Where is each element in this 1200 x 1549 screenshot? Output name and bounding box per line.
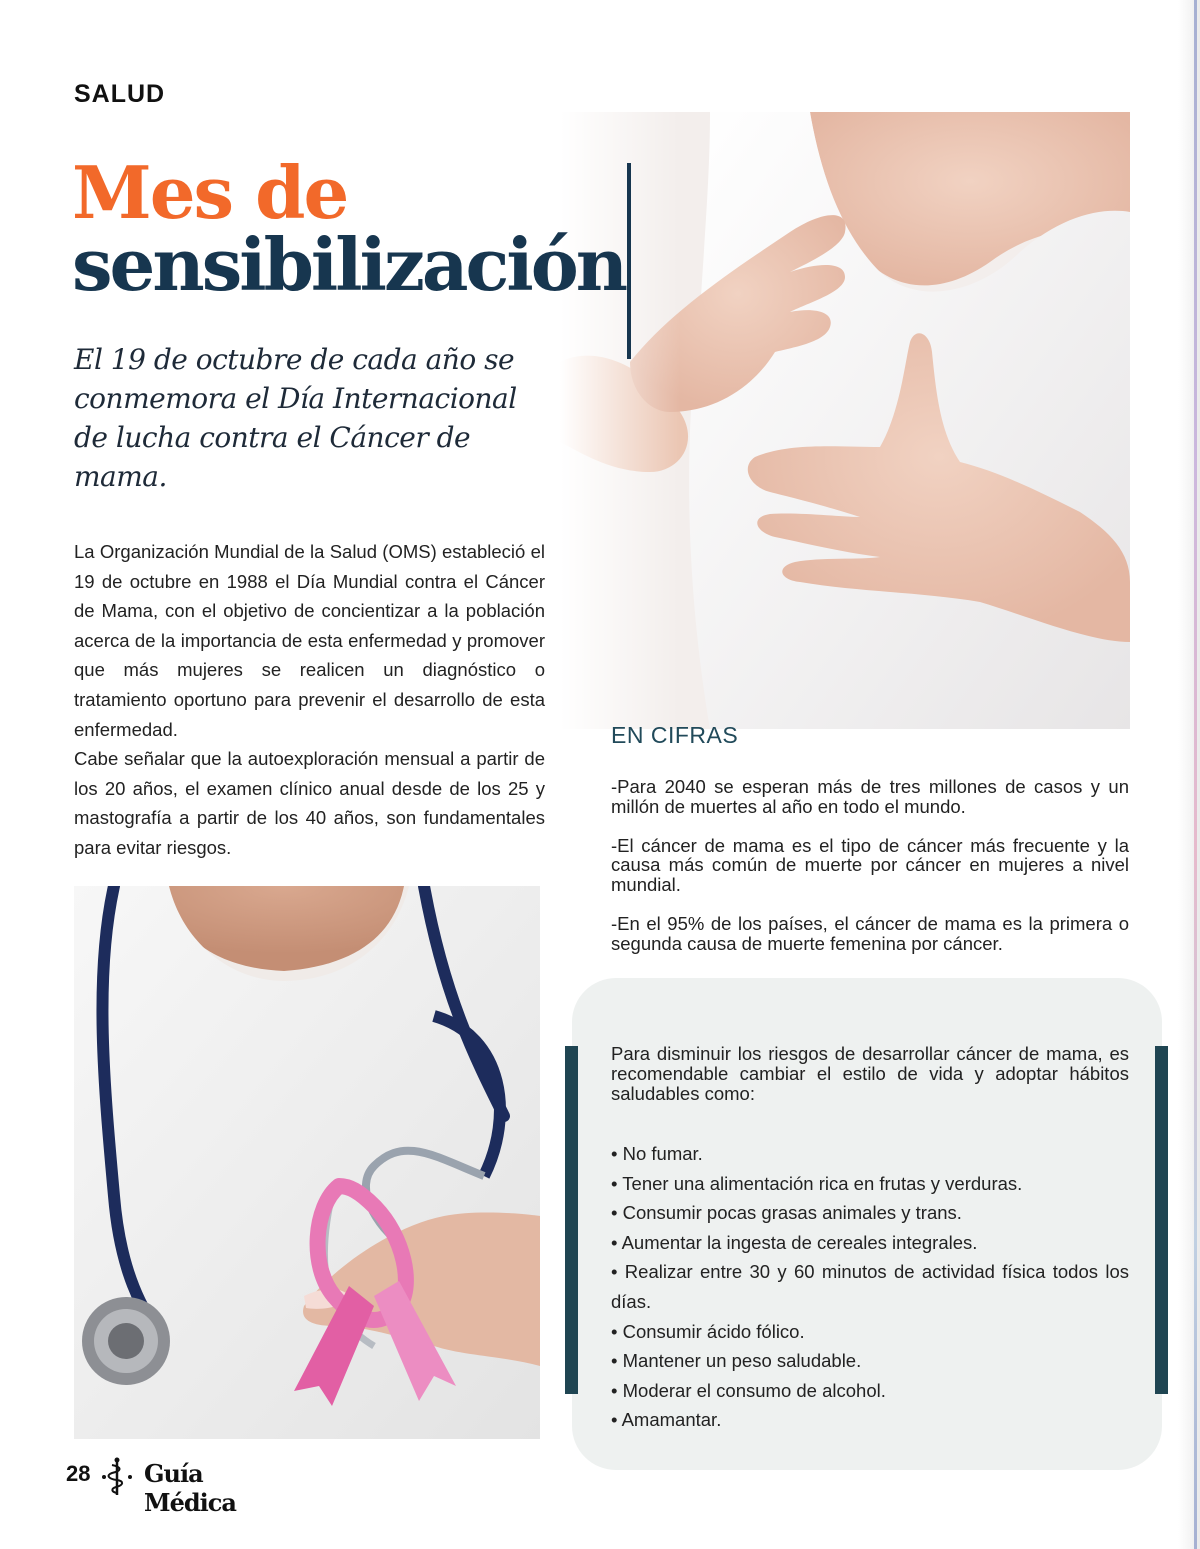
tip-item: • Aumentar la ingesta de cereales integrales. [611, 1231, 978, 1253]
title-line-2: sensibilización [72, 222, 626, 307]
page-number: 28 [66, 1461, 91, 1486]
tip-item: • Consumir ácido fólico. [611, 1320, 805, 1342]
title-line-1: Mes de [72, 150, 348, 235]
cifras-item: -En el 95% de los países, el cáncer de mama es la primera o segunda causa de muerte femenina por cáncer. [611, 912, 1129, 954]
title-divider [627, 163, 631, 359]
tips-intro: Para disminuir los riesgos de desarrollar cáncer de mama, es recomendable cambiar el estilo de vida y adoptar hábitos saludables como: [611, 1043, 1129, 1104]
self-exam-photo [560, 112, 1130, 729]
tip-item: • Amamantar. [611, 1409, 722, 1431]
cifras-list [611, 777, 1129, 973]
cifras-item: -Para 2040 se esperan más de tres millones de casos y un millón de muertes al año en todo el mundo. [611, 776, 1129, 817]
tips-box-right-bar [1155, 1046, 1168, 1394]
tip-item: • No fumar. [611, 1143, 703, 1164]
body-paragraph: Cabe señalar que la autoexploración mensual a partir de los 20 años, el examen clínico anual desde de los 25 y mastografía a partir de los 40 años, son fundamentales para evitar riesgos. [74, 748, 545, 858]
lead-paragraph: El 19 de octubre de cada año se conmemora el Día Internacional de lucha contra el Cáncer de mama. [74, 343, 517, 493]
doctor-ribbon-illustration [74, 886, 540, 1439]
caduceus-icon [102, 1457, 132, 1497]
cifras-heading: EN CIFRAS [611, 722, 739, 748]
doctor-ribbon-photo [74, 886, 540, 1439]
tips-list [611, 1139, 1129, 1435]
page-edge-line [1194, 0, 1197, 1549]
cifras-item: -El cáncer de mama es el tipo de cáncer más frecuente y la causa más común de muerte por cáncer en mujeres a nivel mundial. [611, 834, 1129, 896]
body-text [74, 537, 545, 863]
body-paragraph: La Organización Mundial de la Salud (OMS) estableció el 19 de octubre en 1988 el Día Mundial contra el Cáncer de Mama, con el objetivo de concientizar a la población acerca de la importancia de esta enfermedad y promover que más mujeres se realicen un diagnóstico o tratamiento oportuno para prevenir el desarrollo de esta enfermedad. [74, 541, 545, 740]
tip-item: • Mantener un peso saludable. [611, 1350, 862, 1372]
tip-item: • Consumir pocas grasas animales y trans. [611, 1202, 962, 1224]
tip-item: • Tener una alimentación rica en frutas y verduras. [611, 1172, 1023, 1194]
self-exam-illustration [560, 112, 1130, 729]
section-label: SALUD [74, 80, 166, 108]
tip-item: • Realizar entre 30 y 60 minutos de actividad física todos los días. [611, 1261, 1129, 1312]
brand-name: Guía Médica [144, 1459, 236, 1517]
tip-item: • Moderar el consumo de alcohol. [611, 1379, 886, 1401]
tips-box-left-bar [565, 1046, 578, 1394]
